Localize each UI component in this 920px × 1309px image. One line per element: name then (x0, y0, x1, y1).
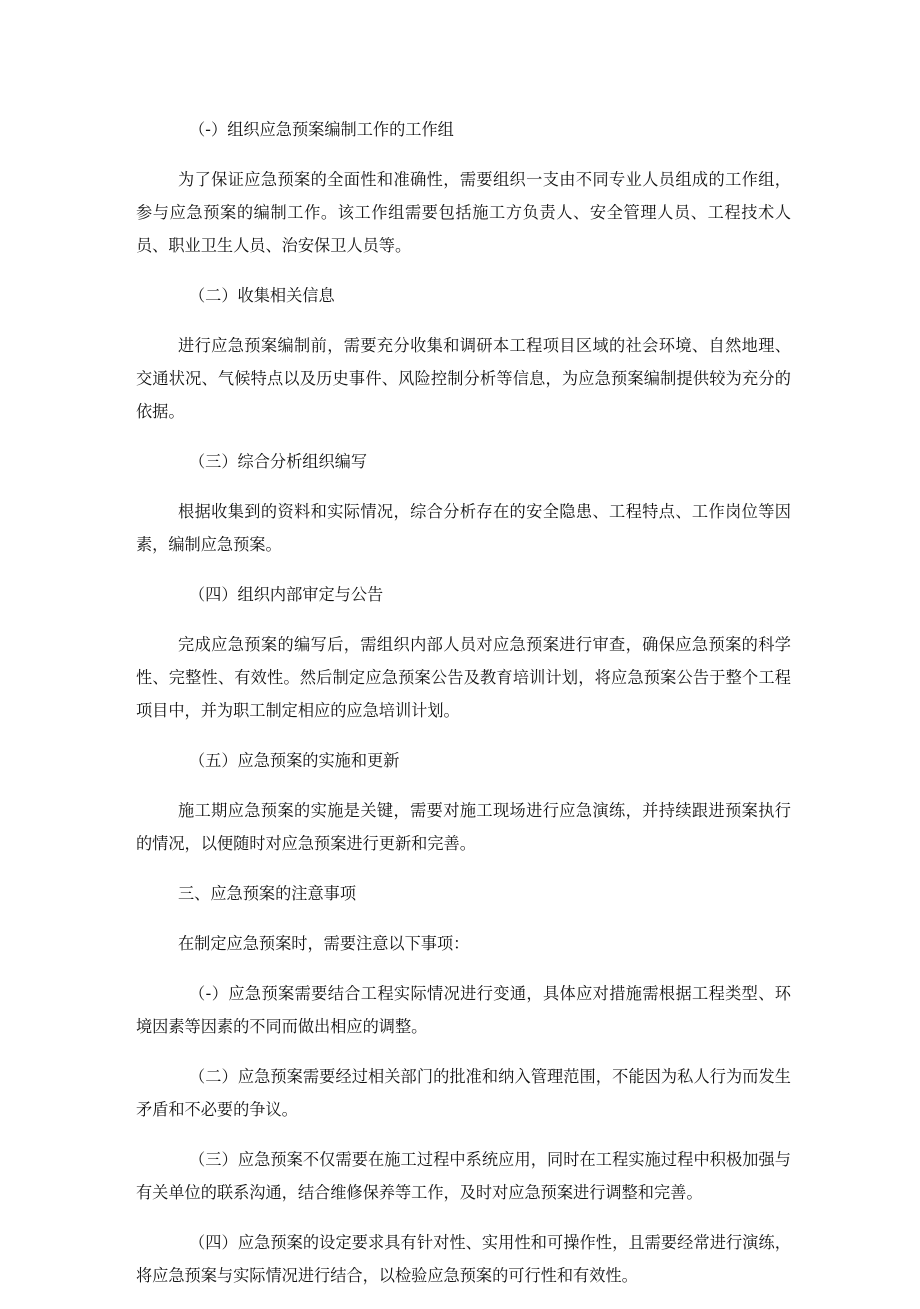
subsection-heading: （三）综合分析组织编写 (189, 452, 368, 471)
subsection-heading: （二）收集相关信息 (189, 286, 335, 305)
paragraph: 为了保证应急预案的全面性和准确性，需要组织一支由不同专业人员组成的工作组，参与应急预案的编制工作。该工作组需要包括施工方负责人、安全管理人员、工程技术人员、职业卫生人员、治安保卫人员等。 (136, 170, 791, 255)
note-item: （二）应急预案需要经过相关部门的批准和纳入管理范围，不能因为私人行为而发生矛盾和不必要的争议。 (136, 1067, 791, 1119)
note-item: （三）应急预案不仅需要在施工过程中系统应用，同时在工程实施过程中积极加强与有关单位的联系沟通，结合维修保养等工作，及时对应急预案进行调整和完善。 (136, 1150, 791, 1202)
paragraph: 进行应急预案编制前，需要充分收集和调研本工程项目区域的社会环境、自然地理、交通状况、气候特点以及历史事件、风险控制分析等信息，为应急预案编制提供较为充分的依据。 (136, 336, 791, 421)
note-item: （四）应急预案的设定要求具有针对性、实用性和可操作性，且需要经常进行演练，将应急预案与实际情况进行结合，以检验应急预案的可行性和有效性。 (136, 1233, 791, 1285)
subsection-heading: （五）应急预案的实施和更新 (189, 751, 400, 770)
paragraph: 根据收集到的资料和实际情况，综合分析存在的安全隐患、工程特点、工作岗位等因素，编制应急预案。 (136, 502, 791, 554)
paragraph: 施工期应急预案的实施是关键，需要对施工现场进行应急演练，并持续跟进预案执行的情况，以便随时对应急预案进行更新和完善。 (136, 801, 791, 853)
section-heading: 三、应急预案的注意事项 (178, 884, 357, 903)
paragraph: 在制定应急预案时，需要注意以下事项： (178, 934, 470, 953)
paragraph: 完成应急预案的编写后，需组织内部人员对应急预案进行审查，确保应急预案的科学性、完整性、有效性。然后制定应急预案公告及教育培训计划，将应急预案公告于整个工程项目中，并为职工制定相应的应急培训计划。 (136, 635, 791, 720)
subsection-heading: （-）组织应急预案编制工作的工作组 (189, 120, 454, 139)
subsection-heading: （四）组织内部审定与公告 (189, 585, 384, 604)
document-body (136, 113, 791, 1309)
note-item: （-）应急预案需要结合工程实际情况进行变通，具体应对措施需根据工程类型、环境因素等因素的不同而做出相应的调整。 (136, 984, 791, 1036)
